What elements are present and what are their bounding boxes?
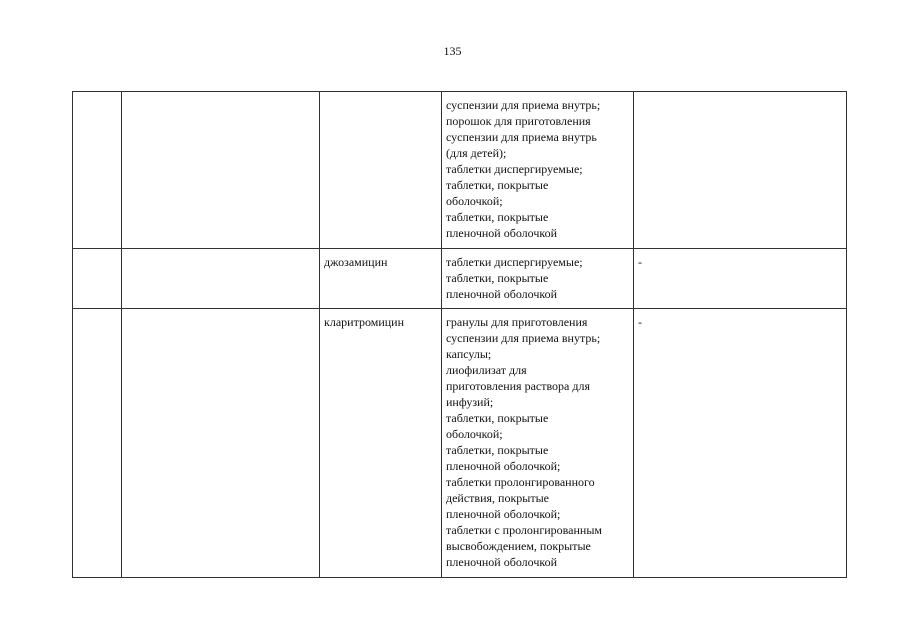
dosage-forms-cell — [442, 249, 634, 309]
dosage-form-line: таблетки диспергируемые; — [446, 162, 583, 176]
dosage-form-line: таблетки, покрытые — [446, 178, 549, 192]
note-cell — [634, 92, 847, 249]
code-cell — [73, 309, 122, 578]
drug-name-cell: джозамицин — [320, 249, 442, 309]
dosage-form-line: суспензии для приема внутрь — [446, 130, 597, 144]
dosage-form-line: пленочной оболочкой — [446, 555, 558, 569]
table-row — [73, 249, 847, 309]
note-cell: - — [634, 309, 847, 578]
dosage-form-line: оболочкой; — [446, 194, 503, 208]
dosage-form-line: действия, покрытые — [446, 491, 549, 505]
dosage-form-line: порошок для приготовления — [446, 114, 591, 128]
dosage-form-line: таблетки с пролонгированным — [446, 523, 603, 537]
page-number: 135 — [443, 44, 462, 58]
dosage-form-line: (для детей); — [446, 146, 507, 160]
dosage-form-line: суспензии для приема внутрь; — [446, 331, 601, 345]
table-row — [73, 309, 847, 578]
code-cell — [73, 249, 122, 309]
dosage-form-line: капсулы; — [446, 347, 492, 361]
dosage-form-line: гранулы для приготовления — [446, 315, 588, 329]
dosage-form-line: таблетки, покрытые — [446, 271, 549, 285]
dosage-form-line: лиофилизат для — [446, 363, 527, 377]
dosage-forms-cell — [442, 92, 634, 249]
dosage-form-line: пленочной оболочкой; — [446, 459, 561, 473]
dosage-form-line: высвобождением, покрытые — [446, 539, 591, 553]
dosage-form-line: таблетки пролонгированного — [446, 475, 595, 489]
dosage-form-line: пленочной оболочкой; — [446, 507, 561, 521]
table-row — [73, 92, 847, 249]
group-cell — [122, 249, 320, 309]
dosage-form-line: суспензии для приема внутрь; — [446, 98, 601, 112]
dosage-form-line: инфузий; — [446, 395, 494, 409]
dosage-form-line: таблетки диспергируемые; — [446, 255, 583, 269]
group-cell — [122, 309, 320, 578]
dosage-form-line: приготовления раствора для — [446, 379, 590, 393]
code-cell — [73, 92, 122, 249]
drug-name-cell — [320, 92, 442, 249]
drug-table — [72, 91, 847, 578]
dosage-forms-cell — [442, 309, 634, 578]
dosage-form-line: пленочной оболочкой — [446, 287, 558, 301]
dosage-form-line: таблетки, покрытые — [446, 210, 549, 224]
note-cell: - — [634, 249, 847, 309]
dosage-form-line: таблетки, покрытые — [446, 443, 549, 457]
drug-name-cell: кларитромицин — [320, 309, 442, 578]
dosage-form-line: таблетки, покрытые — [446, 411, 549, 425]
dosage-form-line: пленочной оболочкой — [446, 226, 558, 240]
dosage-form-line: оболочкой; — [446, 427, 503, 441]
group-cell — [122, 92, 320, 249]
